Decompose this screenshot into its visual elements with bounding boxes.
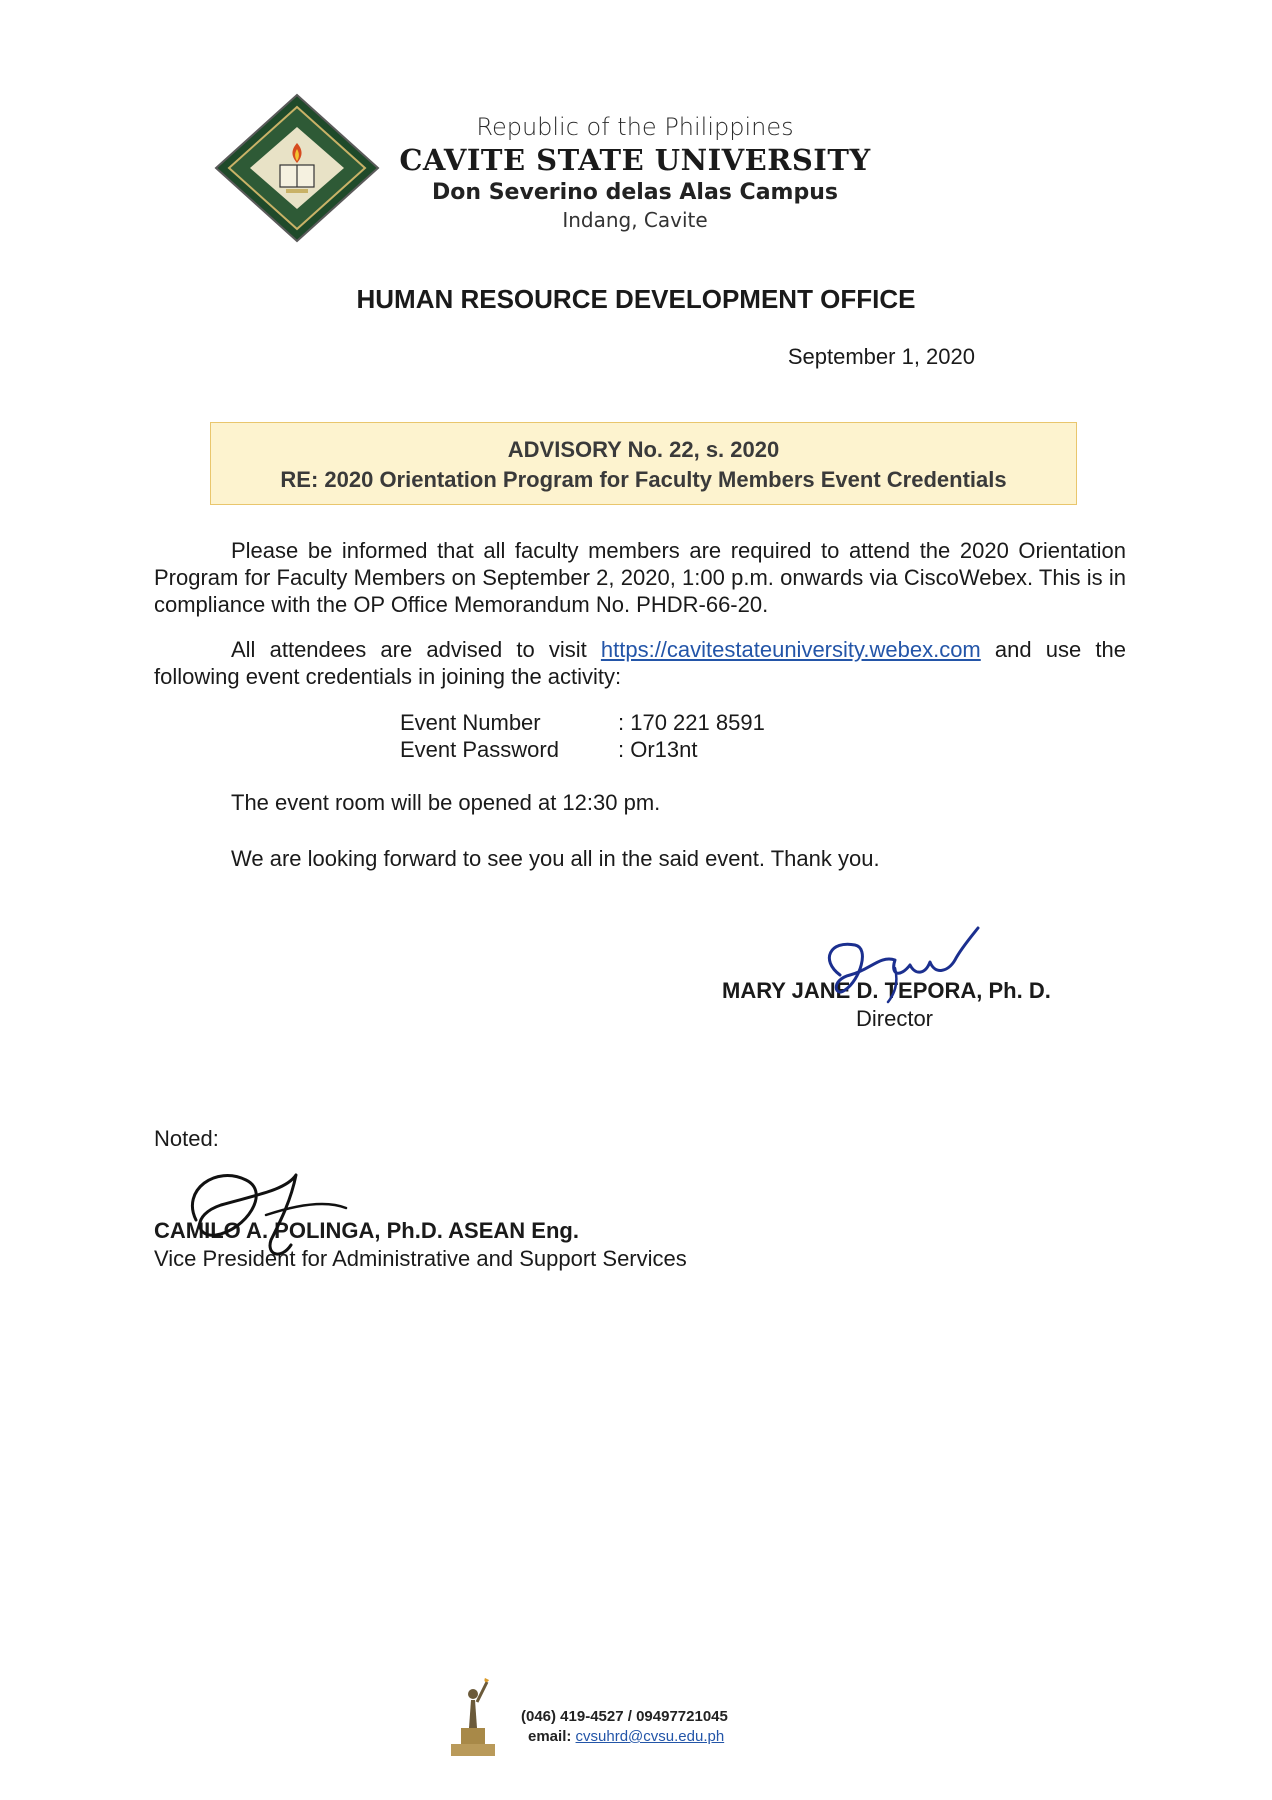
footer-email-line — [528, 1728, 724, 1745]
body-paragraph-4: We are looking forward to see you all in the said event. Thank you. — [231, 846, 880, 871]
campus-name: Don Severino delas Alas Campus — [432, 180, 838, 205]
footer-phone: (046) 419-4527 / 09497721045 — [521, 1708, 728, 1725]
noted-signatory-name: CAMILO A. POLINGA, Ph.D. ASEAN Eng. — [154, 1218, 579, 1243]
advisory-box — [210, 422, 1077, 505]
office-title: HUMAN RESOURCE DEVELOPMENT OFFICE — [356, 284, 916, 314]
university-seal-logo — [214, 93, 380, 243]
paragraph-2-text-before: All attendees are advised to visit — [231, 637, 601, 662]
footer-email-label: email: — [528, 1728, 576, 1745]
webex-link[interactable]: https://cavitestateuniversity.webex.com — [600, 637, 981, 662]
signatory-title: Director — [856, 1006, 934, 1031]
advisory-title: ADVISORY No. 22, s. 2020 — [507, 437, 780, 462]
credential-label: Event Number — [400, 710, 541, 735]
paragraph-2-text-after: and use the following event credentials in joining the activity: — [154, 637, 1126, 689]
campus-location: Indang, Cavite — [562, 208, 708, 232]
director-signature — [800, 920, 1000, 1010]
credential-row-event-password — [400, 737, 697, 763]
credential-row-event-number — [400, 710, 765, 736]
vice-president-signature — [176, 1160, 356, 1270]
republic-heading: Republic of the Philippines — [476, 113, 794, 141]
document-date: September 1, 2020 — [787, 344, 975, 369]
body-paragraph-3: The event room will be opened at 12:30 pm. — [231, 790, 661, 815]
university-name: CAVITE STATE UNIVERSITY — [399, 143, 871, 177]
footer-statue-icon — [447, 1672, 499, 1758]
body-paragraph-1: Please be informed that all faculty members are required to attend the 2020 Orientation Program for Faculty Members on September 2, 2020, 1:00 p.m. onwards via CiscoWebex. This is in compliance with the OP Office Memorandum No. PHDR-66-20. — [154, 538, 1126, 617]
body-paragraph-2 — [154, 636, 1126, 690]
noted-label: Noted: — [154, 1126, 219, 1151]
noted-signatory-title: Vice President for Administrative and Support Services — [154, 1246, 687, 1271]
footer-email-link[interactable]: cvsuhrd@cvsu.edu.ph — [575, 1728, 725, 1745]
credential-value: : 170 221 8591 — [618, 710, 765, 735]
signatory-name: MARY JANE D. TEPORA, Ph. D. — [722, 978, 1051, 1003]
credential-label: Event Password — [400, 737, 559, 762]
credential-value: : Or13nt — [618, 737, 698, 762]
advisory-subject: RE: 2020 Orientation Program for Faculty Members Event Credentials — [280, 467, 1007, 492]
